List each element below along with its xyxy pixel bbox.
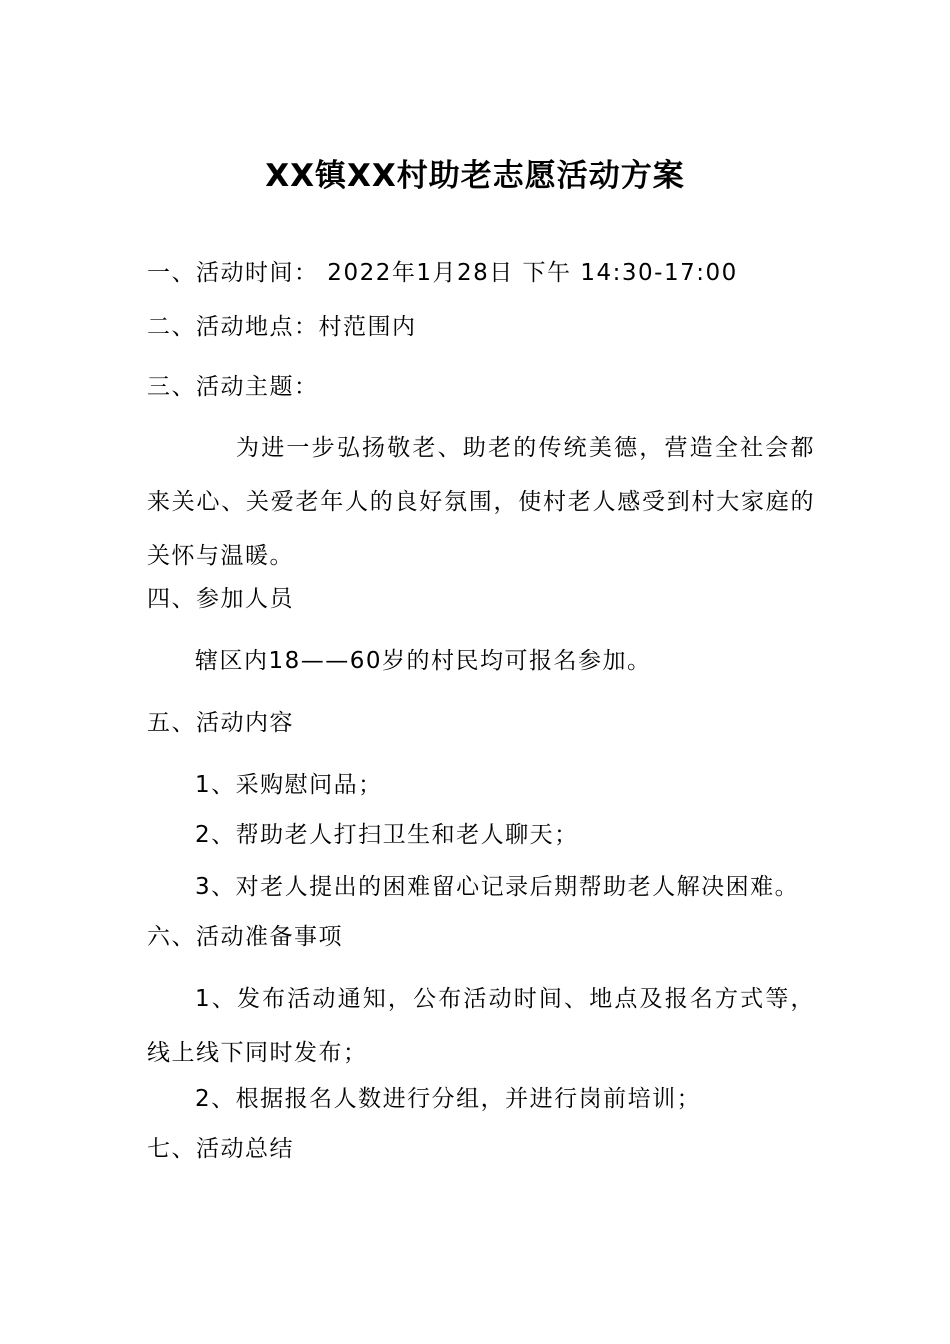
participants-heading: 四、参加人员 [147, 586, 294, 612]
activity-theme-heading: 三、活动主题： [147, 374, 319, 400]
content-item: 3、对老人提出的困难留心记录后期帮助老人解决困难。 [195, 874, 800, 900]
document-title: XX镇XX村助老志愿活动方案 [265, 158, 685, 194]
preparation-heading: 六、活动准备事项 [147, 924, 343, 950]
participants-paragraph: 辖区内18——60岁的村民均可报名参加。 [195, 648, 652, 674]
preparation-item: 1、发布活动通知，公布活动时间、地点及报名方式等，线上线下同时发布； [147, 986, 815, 1066]
activity-content-heading: 五、活动内容 [147, 710, 294, 736]
activity-theme-paragraph: 为进一步弘扬敬老、助老的传统美德，营造全社会都来关心、关爱老年人的良好氛围，使村老人感受到村大家庭的关怀与温暖。 [147, 435, 815, 569]
summary-heading: 七、活动总结 [147, 1136, 294, 1162]
activity-time-line: 一、活动时间： 2022年1月28日 下午 14:30-17:00 [147, 260, 738, 286]
content-item: 1、采购慰问品； [195, 772, 383, 798]
preparation-item: 2、根据报名人数进行分组，并进行岗前培训； [195, 1086, 702, 1112]
content-item: 2、帮助老人打扫卫生和老人聊天； [195, 822, 579, 848]
activity-location-line: 二、活动地点：村范围内 [147, 314, 417, 340]
